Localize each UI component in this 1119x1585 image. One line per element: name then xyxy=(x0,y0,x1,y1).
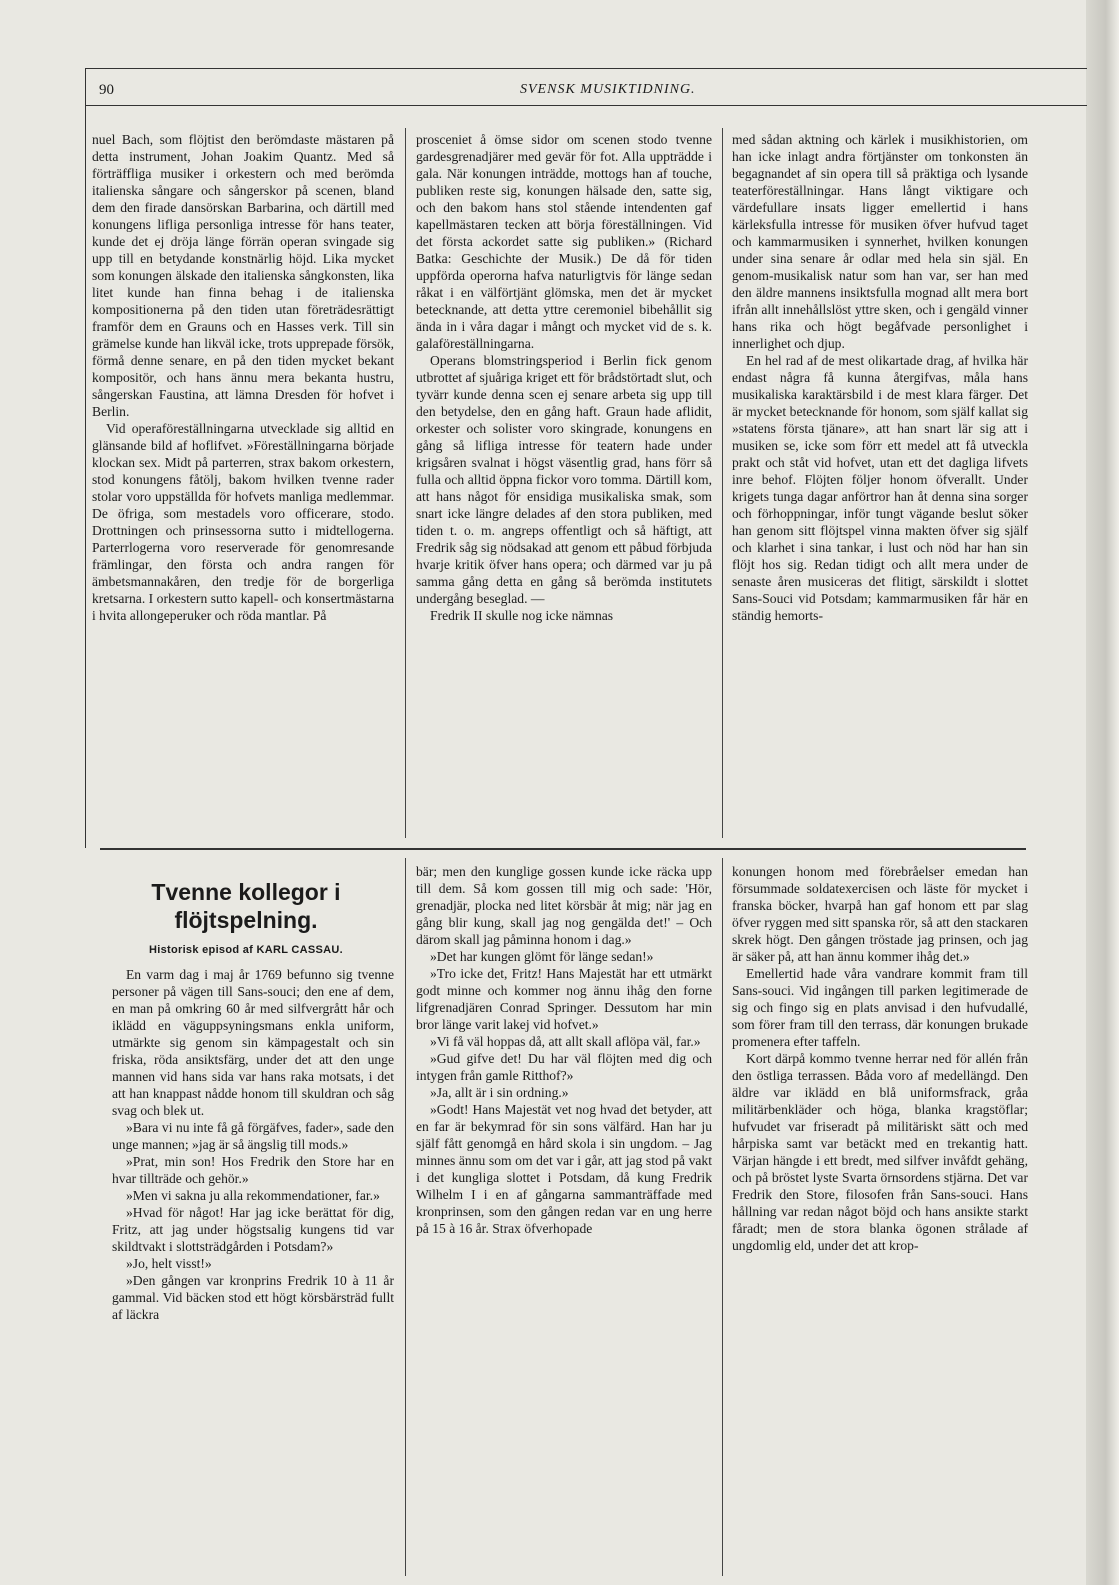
paragraph: »Tro icke det, Fritz! Hans Majestät har ett utmärkt godt minne och kommer nog ännu ihåg den forne lifgrenadjären Conrad Springer. Dessutom har min bror länge varit lakej vid hofvet.» xyxy=(416,966,712,1032)
page-edge xyxy=(1086,0,1119,1585)
journal-title: SVENSK MUSIKTIDNING. xyxy=(520,82,696,97)
paragraph: »Vi få väl hoppas då, att allt skall aflöpa väl, far.» xyxy=(430,1034,701,1049)
header-rule-bottom xyxy=(85,105,1087,106)
paragraph: »Prat, min son! Hos Fredrik den Store har en hvar tillträde och gehör.» xyxy=(112,1154,394,1186)
paragraph: Fredrik II skulle nog icke nämnas xyxy=(430,608,614,623)
paragraph: prosceniet å ömse sidor om scenen stodo tvenne gardesgrenadjärer med gevär för fot. Alla uppträdde i gala. När konungen inträdde, mottogs han af touche, publiken reste sig, konungen hälsade den, satte sig, och den bakom hans stol stående intendenten gaf kapellmästaren tecken att börja föreställningen. Vid det första ackordet satte sig publiken.» (Richard Batka: Geschichte der Musik.) De då för tiden uppförda operorna hafva naturligtvis för länge sedan råkat i en välförtjänt glömska, men det är mycket betecknande, att detta yttre ceremoniel bibehållit sig ända in i våra dagar i mångt och mycket vid de s. k. galaföreställningarna. xyxy=(416,132,712,351)
paragraph: En hel rad af de mest olikartade drag, af hvilka här endast några få kunna återgifvas, måla hans musikaliska karaktärsbild i de mest klara färger. Det är mycket betecknande för honom, som själf kallat sig »statens första tjänare», att han snart lär sig att i musiken se, icke som förr ett medel att få utveckla prakt och ståt vid hofvet, utan ett det dagliga lifvets inre behof. Flöjten följer honom öfverallt. Under krigets tunga dagar anförtror han åt denna sina sorger och förhoppningar, inför tungt vägande beslut söker han genom sitt flöjtspel vinna makten öfver sig själf och klarhet i sina tankar, i lust och nöd har han sin flöjt hos sig. Redan tidigt och allt mera under de senaste åren musiceras det flitigt, särskildt i slottet Sans-Souci vid Potsdam; kammarmusiken får här en ständig hemorts- xyxy=(732,353,1028,623)
paragraph: »Hvad för något! Har jag icke berättat för dig, Fritz, att jag under högstsalig kungens tid var skildtvakt i slottsträdgården i Potsdam?» xyxy=(112,1205,394,1254)
paragraph: En varm dag i maj år 1769 befunno sig tvenne personer på vägen till Sans-souci; den ene af dem, en man på omkring 60 år med silfvergrått hår och iklädd en väguppsyningsmans enkla uniform, utmärkte sig genom sin kämpagestalt och sin friska, röda ansiktsfärg, under det att den unge mannen vid hans sida var hans raka motsats, i det att han knappast nådde honom till skuldran och såg svag och blek ut. xyxy=(112,967,394,1118)
article-column-3 xyxy=(732,863,1028,1576)
paragraph: »Den gången var kronprins Fredrik 10 à 11 år gammal. Vid bäcken stod ett högt körsbärsträd fullt af läckra xyxy=(112,1273,394,1322)
paragraph: »Gud gifve det! Du har väl flöjten med dig och intygen från gamle Ritthof?» xyxy=(416,1051,712,1083)
section-separator xyxy=(100,848,1026,850)
page-number: 90 xyxy=(99,82,114,98)
column-rule-bottom-2 xyxy=(722,858,723,1576)
article-title: Tvenne kollegor i flöjtspelning. xyxy=(151,879,341,933)
paragraph: »Jo, helt visst!» xyxy=(126,1256,212,1271)
column-rule-bottom-1 xyxy=(405,858,406,1576)
paragraph: bär; men den kunglige gossen kunde icke räcka upp till dem. Så kom gossen till mig och sade: 'Hör, grenadjär, plocka ned litet körsbär åt mig; när jag en gång blir kung, skall jag nog gengälda det!' – Och därom skall jag påminna honom i dag.» xyxy=(416,864,712,947)
paragraph: konungen honom med förebråelser emedan han försummade soldatexercisen och läste för mycket i franska böcker, hvarpå han gaf honom ett par slag öfver ryggen med sitt spanska rör, så att den stackaren skrek högt. Den gången tröstade jag prinsen, och jag är säker på, att han ännu kommer ihåg det.» xyxy=(732,864,1028,964)
paragraph: »Godt! Hans Majestät vet nog hvad det betyder, att en far är bekymrad för sin sons välfärd. Han har ju själf fått genomgå en hård skola i sin ungdom. – Jag minnes ännu som om det var i går, att jag stod på vakt i det kungliga slottet i Potsdam, då kung Fredrik Wilhelm I i en af gångarna sammanträffade med kronprinsen, som den gången redan var en ung herre på 15 à 16 år. Strax öfverhopade xyxy=(416,1102,712,1236)
top-column-2 xyxy=(416,131,712,836)
left-page-border xyxy=(85,68,86,848)
paragraph: Kort därpå kommo tvenne herrar ned för allén från den östliga terrassen. Båda voro af medellängd. Den äldre var iklädd en blå uniformsfrack, gråa militärbenkläder och höga, blanka kragstöflar; hufvudet var friseradt på militäriskt sätt och med hårpiska samt var betäckt med en trekantig hatt. Värjan hängde i ett bredt, med silfver invåfdt gehäng, och på bröstet lyste Svarta örnsordens stjärna. Det var Fredrik den Store, filosofen från Sans-souci. Hans hållning var redan något böjd och hans ansikte starkt fåradt; men de stora blanka ögonen strålade af ungdomlig eld, under det att krop- xyxy=(732,1051,1028,1253)
paragraph: »Men vi sakna ju alla rekommendationer, far.» xyxy=(126,1188,380,1203)
paragraph: »Det har kungen glömt för länge sedan!» xyxy=(430,949,654,964)
paragraph: Operans blomstringsperiod i Berlin fick genom utbrottet af sjuåriga kriget ett för brådstörtadt slut, och tyvärr kunde denna scen ej senare arbeta sig upp till den betydelse, den en gång haft. Graun hade aflidit, orkester och solister voro skingrade, konungens en gång så lifliga intresse för teatern hade under krigsåren svalnat i högst väsentlig grad, hans förr så fulla och alltid öppna fickor voro tomma. Därtill kom, att hans något för ensidiga musikaliska smak, som snart icke längre delades af den stora publiken, med tiden t. o. m. angreps offentligt och så häftigt, att Fredrik såg sig nödsakad att genom ett påbud förbjuda hvarje kritik öfver hans opera; och därmed var ju på samma gång detta en gång så berömda institutets undergång beseglad. — xyxy=(416,353,712,606)
article-subtitle: Historisk episod af KARL CASSAU. xyxy=(149,944,343,956)
paragraph: Vid operaföreställningarna utvecklade sig alltid en glänsande bild af hoflifvet. »Föreställningarna började klockan sex. Midt på parterren, strax bakom orkestern, stod konungens fåtölj, bakom hvilken tvenne rader stolar voro uppställda för hofvets manliga medlemmar. De öfriga, som mestadels voro officerare, stodo. Drottningen och prinsessorna sutto i midtellogerna. Parterrlogerna voro reserverade för genomresande främlingar, den första och andra rangen för ämbetsmannakåren, den tredje för de borgerliga kretsarna. I orkestern sutto kapell- och konsertmästarna i hvita allongeperuker och röda mantlar. På xyxy=(92,421,394,623)
paragraph: med sådan aktning och kärlek i musikhistorien, om han icke inlagt andra förtjänster om tonkonsten än begagnandet af sin opera till så präktiga och lysande teaterföreställningar. Hans långt viktigare och värdefullare insats ligger emellertid i hans kärleksfulla intresse för musiken öfver hufvud taget och kammarmusiken i synnerhet, hvilken konungen under sina senare år odlar med hela sin själ. En genom-musikalisk natur som han var, ser han med den äldre mannens insiktsfulla mognad allt mera bort ifrån allt innehållslöst yttre sken, och i gengäld vinner hans rika och högt begåfvade personlighet i innerlighet och djup. xyxy=(732,132,1028,351)
article-column-1 xyxy=(112,966,394,1576)
paragraph: »Bara vi nu inte få gå förgäfves, fader», sade den unge mannen; »jag är så ängslig till mods.» xyxy=(112,1120,394,1152)
top-column-1 xyxy=(92,131,394,836)
column-rule-top-1 xyxy=(405,128,406,838)
column-rule-top-2 xyxy=(722,128,723,838)
paragraph: »Ja, allt är i sin ordning.» xyxy=(430,1085,569,1100)
running-head xyxy=(85,68,1087,108)
top-column-3 xyxy=(732,131,1028,836)
header-rule-top xyxy=(85,68,1087,69)
paragraph: Emellertid hade våra vandrare kommit fram till Sans-souci. Vid ingången till parken legitimerade de sig och fingo sig en plats anvisad i den hufvudallé, som förer fram till den terrass, där konungen brukade promenera efter taffeln. xyxy=(732,966,1028,1049)
article-column-2 xyxy=(416,863,712,1576)
paragraph: nuel Bach, som flöjtist den berömdaste mästaren på detta instrument, Johan Joakim Quantz. Med så förträffliga musiker i orkestern och med berömda italienska sångare och sångerskor på scenen, bland dem den firade dansörskan Barbarina, och därtill med konungens lifliga personliga intresse för hans teater, kunde det ej dröja länge förrän operan svingade sig upp till en betydande konstnärlig höjd. Lika mycket som konungen älskade den italienska sångkonsten, lika litet kunde han finna behag i de italienska kompositionerna på den tiden utan företrädesrättigt framför dem en Grauns och en Hasses verk. Till sin grämelse kunde han likväl icke, trots upprepade försök, förmå denne senare, en på den tiden mycket bekant kompositör, och hans ännu mera bekanta hustru, sångerskan Faustina, att lämna Dresden för hofvet i Berlin. xyxy=(92,132,394,419)
